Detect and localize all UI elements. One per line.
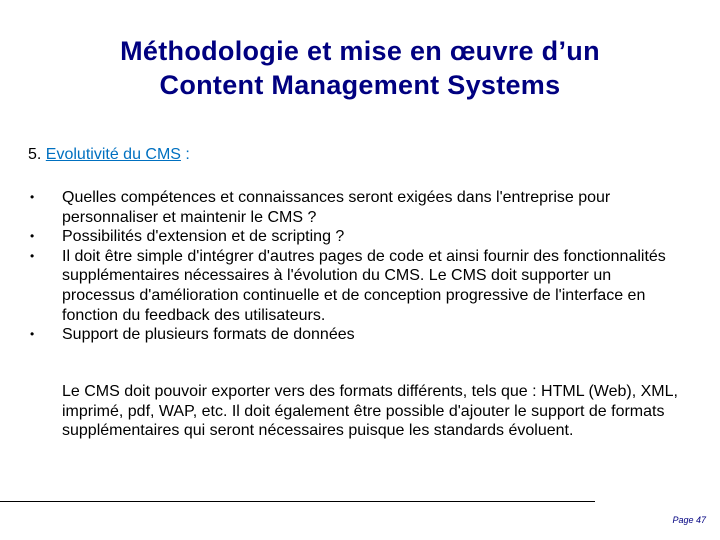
section-number: 5. (28, 146, 42, 163)
bullet-item (28, 247, 688, 325)
bullet-icon: • (30, 190, 35, 204)
page-number: Page 47 (672, 515, 706, 525)
bullet-text: Quelles compétences et connaissances seront exigées dans l'entreprise pour personnaliser et maintenir le CMS ? (62, 189, 611, 226)
bullet-icon: • (30, 229, 35, 244)
section-heading (28, 145, 190, 165)
bullet-item (28, 188, 688, 227)
bullet-icon: • (30, 248, 35, 263)
section-heading-colon: : (185, 146, 190, 163)
slide-title-line-2: Content Management Systems (159, 70, 561, 100)
bullet-list (28, 188, 688, 345)
section-heading-link[interactable]: Evolutivité du CMS (45, 146, 181, 163)
slide-title (0, 34, 720, 102)
footer-divider (0, 501, 595, 502)
slide-title-line-1: Méthodologie et mise en œuvre d’un (120, 36, 600, 66)
bullet-text: Support de plusieurs formats de données (62, 326, 355, 344)
bullet-item (28, 227, 688, 247)
bullet-item (28, 325, 688, 345)
body-paragraph: Le CMS doit pouvoir exporter vers des formats différents, tels que : HTML (Web), XML, imprimé, pdf, WAP, etc. Il doit également être possible d'ajouter le support de formats supplémentaires qui seront nécessaires puisque les standards évoluent. (62, 383, 678, 440)
bullet-text: Il doit être simple d'intégrer d'autres pages de code et ainsi fournir des fonctionnalités supplémentaires nécessaires à l'évolution du CMS. Le CMS doit supporter un processus d'amélioration continuelle et de conception progressive de l'interface en fonction du feedback des utilisateurs. (62, 247, 666, 324)
bullet-icon: • (30, 327, 35, 342)
bullet-text: Possibilités d'extension et de scripting ? (62, 228, 345, 246)
